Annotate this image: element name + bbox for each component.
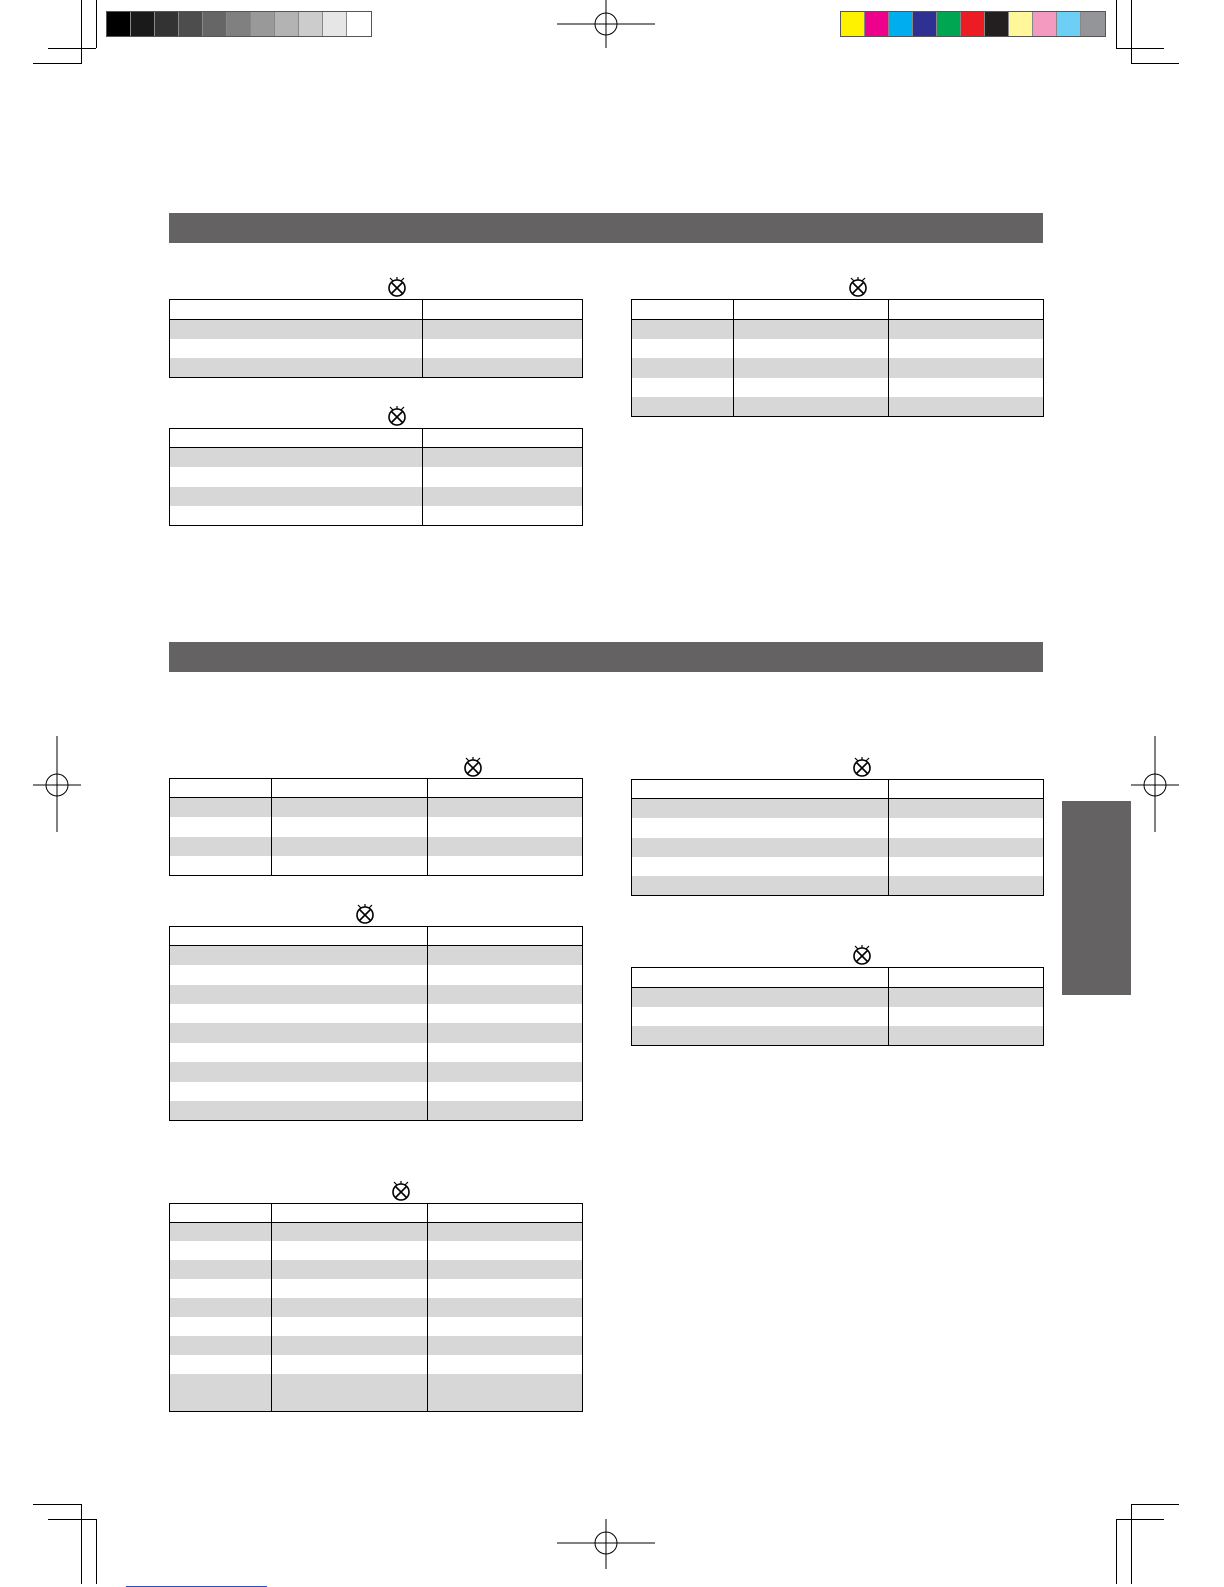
- color-swatch: [203, 12, 227, 36]
- crop-mark: [1131, 63, 1179, 64]
- table-row: [632, 987, 1044, 1007]
- table-row: [170, 339, 583, 359]
- table-row: [170, 1298, 583, 1317]
- chapter-side-tab: [1062, 801, 1131, 995]
- table-row: [170, 300, 583, 320]
- no-wash-symbol-icon: [851, 944, 873, 966]
- table-row: [632, 358, 1044, 378]
- table-row: [170, 1355, 583, 1374]
- no-wash-symbol-icon: [847, 276, 869, 298]
- table-cell: [428, 1298, 583, 1317]
- table-cell: [428, 1043, 583, 1062]
- table-cell: [170, 1082, 428, 1101]
- registration-mark-icon: [1131, 736, 1179, 832]
- table-cell: [272, 779, 428, 798]
- table-cell: [170, 856, 272, 875]
- table-row: [170, 779, 583, 798]
- table-cell: [272, 1374, 428, 1393]
- table-cell: [428, 798, 583, 817]
- table-cell: [632, 857, 889, 876]
- table-cell: [170, 1043, 428, 1062]
- spec-table: [169, 299, 583, 378]
- table-cell: [272, 1298, 428, 1317]
- crop-mark: [48, 1519, 96, 1520]
- table-cell: [272, 1392, 428, 1411]
- color-swatch: [131, 12, 155, 36]
- color-swatch: [323, 12, 347, 36]
- color-swatch: [985, 12, 1009, 36]
- spec-table: [169, 926, 583, 1121]
- table-row: [170, 1374, 583, 1393]
- table-row: [170, 1222, 583, 1241]
- color-swatch: [1081, 12, 1105, 36]
- table-row: [170, 1043, 583, 1062]
- table-cell: [170, 358, 423, 378]
- table-row: [170, 429, 583, 448]
- table-row: [170, 1101, 583, 1120]
- table-cell: [428, 1279, 583, 1298]
- table-cell: [170, 1204, 272, 1223]
- table-cell: [428, 1062, 583, 1081]
- table-row: [170, 1004, 583, 1023]
- color-swatch: [347, 12, 371, 36]
- color-swatch: [1009, 12, 1033, 36]
- table-cell: [734, 358, 889, 378]
- table-cell: [632, 987, 889, 1007]
- crop-mark: [1131, 0, 1132, 64]
- table-cell: [170, 1355, 272, 1374]
- crop-mark: [1131, 1504, 1132, 1584]
- table-cell: [170, 1101, 428, 1120]
- table-cell: [632, 799, 889, 818]
- crop-mark: [48, 48, 96, 49]
- table-cell: [734, 339, 889, 359]
- table-cell: [423, 339, 583, 359]
- table-row: [170, 1062, 583, 1081]
- registration-mark-icon: [557, 1519, 655, 1569]
- table-cell: [170, 965, 428, 984]
- table-cell: [423, 506, 583, 525]
- color-swatch: [865, 12, 889, 36]
- table-cell: [889, 1026, 1044, 1046]
- table-cell: [428, 985, 583, 1004]
- table-cell: [170, 339, 423, 359]
- table-row: [170, 1241, 583, 1260]
- table-cell: [428, 927, 583, 946]
- table-cell: [632, 378, 734, 398]
- spec-table: [631, 299, 1044, 417]
- table-cell: [170, 779, 272, 798]
- table-cell: [632, 397, 734, 417]
- table-cell: [428, 779, 583, 798]
- table-row: [170, 927, 583, 946]
- table-row: [632, 799, 1044, 818]
- table-cell: [428, 1374, 583, 1393]
- table-cell: [170, 487, 423, 506]
- table-cell: [734, 319, 889, 339]
- table-cell: [170, 1241, 272, 1260]
- table-row: [170, 946, 583, 965]
- table-cell: [423, 429, 583, 448]
- table-cell: [423, 319, 583, 339]
- table-row: [170, 319, 583, 339]
- table-cell: [889, 818, 1044, 837]
- table-cell: [428, 1317, 583, 1336]
- table-cell: [423, 300, 583, 320]
- color-swatch: [961, 12, 985, 36]
- table-cell: [889, 339, 1044, 359]
- table-row: [170, 1279, 583, 1298]
- table-cell: [170, 429, 423, 448]
- table-cell: [632, 1026, 889, 1046]
- no-wash-symbol-icon: [386, 405, 408, 427]
- table-cell: [272, 1204, 428, 1223]
- table-row: [170, 837, 583, 856]
- table-cell: [428, 1222, 583, 1241]
- table-row: [170, 1336, 583, 1355]
- crop-mark: [33, 63, 81, 64]
- table-row: [632, 780, 1044, 799]
- table-row: [170, 487, 583, 506]
- grayscale-color-bar: [106, 11, 372, 37]
- color-swatch: [913, 12, 937, 36]
- table-row: [632, 1026, 1044, 1046]
- table-cell: [428, 1023, 583, 1042]
- table-row: [632, 300, 1044, 320]
- table-cell: [428, 1355, 583, 1374]
- table-row: [632, 857, 1044, 876]
- color-swatch: [1057, 12, 1081, 36]
- no-wash-symbol-icon: [462, 756, 484, 778]
- table-cell: [632, 838, 889, 857]
- table-cell: [170, 1298, 272, 1317]
- table-cell: [889, 300, 1044, 320]
- color-swatch: [275, 12, 299, 36]
- color-swatch: [227, 12, 251, 36]
- table-row: [170, 1317, 583, 1336]
- table-cell: [170, 1336, 272, 1355]
- table-cell: [170, 1023, 428, 1042]
- table-cell: [423, 487, 583, 506]
- table-cell: [428, 1101, 583, 1120]
- table-cell: [428, 1336, 583, 1355]
- table-row: [170, 467, 583, 486]
- table-cell: [632, 876, 889, 895]
- spec-table: [169, 778, 583, 876]
- table-row: [632, 876, 1044, 895]
- table-row: [170, 448, 583, 467]
- color-swatch: [1033, 12, 1057, 36]
- section-header-bar: [169, 213, 1043, 243]
- table-cell: [170, 817, 272, 836]
- table-row: [632, 397, 1044, 417]
- table-cell: [170, 946, 428, 965]
- color-swatch: [179, 12, 203, 36]
- table-row: [170, 1023, 583, 1042]
- table-row: [632, 339, 1044, 359]
- table-cell: [170, 448, 423, 467]
- table-cell: [423, 448, 583, 467]
- color-swatch: [155, 12, 179, 36]
- table-row: [170, 965, 583, 984]
- table-cell: [734, 397, 889, 417]
- table-row: [632, 1007, 1044, 1027]
- table-row: [170, 1392, 583, 1411]
- crop-mark: [1116, 1519, 1164, 1520]
- table-cell: [170, 1317, 272, 1336]
- table-cell: [734, 378, 889, 398]
- table-cell: [170, 1004, 428, 1023]
- table-cell: [272, 798, 428, 817]
- table-cell: [272, 856, 428, 875]
- table-cell: [428, 1392, 583, 1411]
- table-cell: [272, 1260, 428, 1279]
- color-swatch: [107, 12, 131, 36]
- table-cell: [428, 946, 583, 965]
- table-row: [632, 378, 1044, 398]
- table-row: [170, 1082, 583, 1101]
- table-cell: [170, 1062, 428, 1081]
- table-cell: [272, 1222, 428, 1241]
- table-cell: [632, 358, 734, 378]
- table-cell: [632, 780, 889, 799]
- table-cell: [428, 817, 583, 836]
- crop-mark: [96, 0, 97, 48]
- table-cell: [889, 1007, 1044, 1027]
- table-cell: [423, 358, 583, 378]
- crop-mark: [1131, 1504, 1179, 1505]
- crop-mark: [81, 1504, 82, 1584]
- table-cell: [889, 838, 1044, 857]
- registration-mark-icon: [33, 736, 81, 832]
- table-cell: [632, 968, 889, 988]
- table-row: [170, 506, 583, 525]
- spec-table: [169, 428, 583, 526]
- table-row: [170, 856, 583, 875]
- crop-mark: [1116, 0, 1117, 48]
- table-cell: [170, 1260, 272, 1279]
- table-cell: [170, 1374, 272, 1393]
- table-cell: [170, 837, 272, 856]
- table-cell: [889, 358, 1044, 378]
- table-cell: [423, 467, 583, 486]
- table-cell: [428, 1260, 583, 1279]
- table-cell: [889, 987, 1044, 1007]
- table-cell: [272, 1336, 428, 1355]
- table-cell: [889, 857, 1044, 876]
- color-swatch: [299, 12, 323, 36]
- table-cell: [889, 876, 1044, 895]
- table-cell: [170, 506, 423, 525]
- table-cell: [428, 837, 583, 856]
- table-cell: [889, 378, 1044, 398]
- table-row: [170, 985, 583, 1004]
- process-color-bar: [840, 11, 1106, 37]
- crop-mark: [96, 1519, 97, 1584]
- spec-table: [631, 967, 1044, 1046]
- table-cell: [170, 319, 423, 339]
- table-cell: [272, 1279, 428, 1298]
- crop-mark: [1116, 48, 1164, 49]
- table-cell: [170, 927, 428, 946]
- crop-mark: [81, 0, 82, 64]
- table-cell: [272, 837, 428, 856]
- crop-mark: [33, 1504, 81, 1505]
- table-cell: [734, 300, 889, 320]
- table-cell: [170, 300, 423, 320]
- table-cell: [889, 397, 1044, 417]
- table-cell: [428, 1004, 583, 1023]
- table-cell: [889, 780, 1044, 799]
- table-cell: [170, 1392, 272, 1411]
- table-cell: [889, 968, 1044, 988]
- table-cell: [272, 817, 428, 836]
- table-cell: [889, 799, 1044, 818]
- table-cell: [632, 339, 734, 359]
- table-cell: [272, 1241, 428, 1260]
- table-cell: [428, 965, 583, 984]
- table-row: [632, 838, 1044, 857]
- table-row: [170, 798, 583, 817]
- table-cell: [428, 856, 583, 875]
- table-row: [170, 1260, 583, 1279]
- table-cell: [632, 300, 734, 320]
- table-row: [632, 319, 1044, 339]
- table-cell: [632, 319, 734, 339]
- spec-table: [631, 779, 1044, 896]
- table-row: [170, 358, 583, 378]
- table-row: [632, 818, 1044, 837]
- color-swatch: [889, 12, 913, 36]
- table-cell: [428, 1241, 583, 1260]
- no-wash-symbol-icon: [390, 1180, 412, 1202]
- color-swatch: [937, 12, 961, 36]
- table-cell: [428, 1082, 583, 1101]
- table-cell: [170, 1279, 272, 1298]
- section-header-bar: [169, 642, 1043, 672]
- table-row: [170, 817, 583, 836]
- table-cell: [632, 1007, 889, 1027]
- table-cell: [632, 818, 889, 837]
- registration-mark-icon: [557, 0, 655, 48]
- table-row: [170, 1204, 583, 1223]
- table-cell: [272, 1355, 428, 1374]
- color-swatch: [251, 12, 275, 36]
- table-cell: [170, 1222, 272, 1241]
- table-row: [632, 968, 1044, 988]
- table-cell: [170, 467, 423, 486]
- table-cell: [889, 319, 1044, 339]
- spec-table: [169, 1203, 583, 1412]
- table-cell: [170, 985, 428, 1004]
- no-wash-symbol-icon: [386, 276, 408, 298]
- color-swatch: [841, 12, 865, 36]
- table-cell: [428, 1204, 583, 1223]
- table-cell: [272, 1317, 428, 1336]
- no-wash-symbol-icon: [851, 756, 873, 778]
- table-cell: [170, 798, 272, 817]
- no-wash-symbol-icon: [354, 903, 376, 925]
- crop-mark: [1116, 1519, 1117, 1584]
